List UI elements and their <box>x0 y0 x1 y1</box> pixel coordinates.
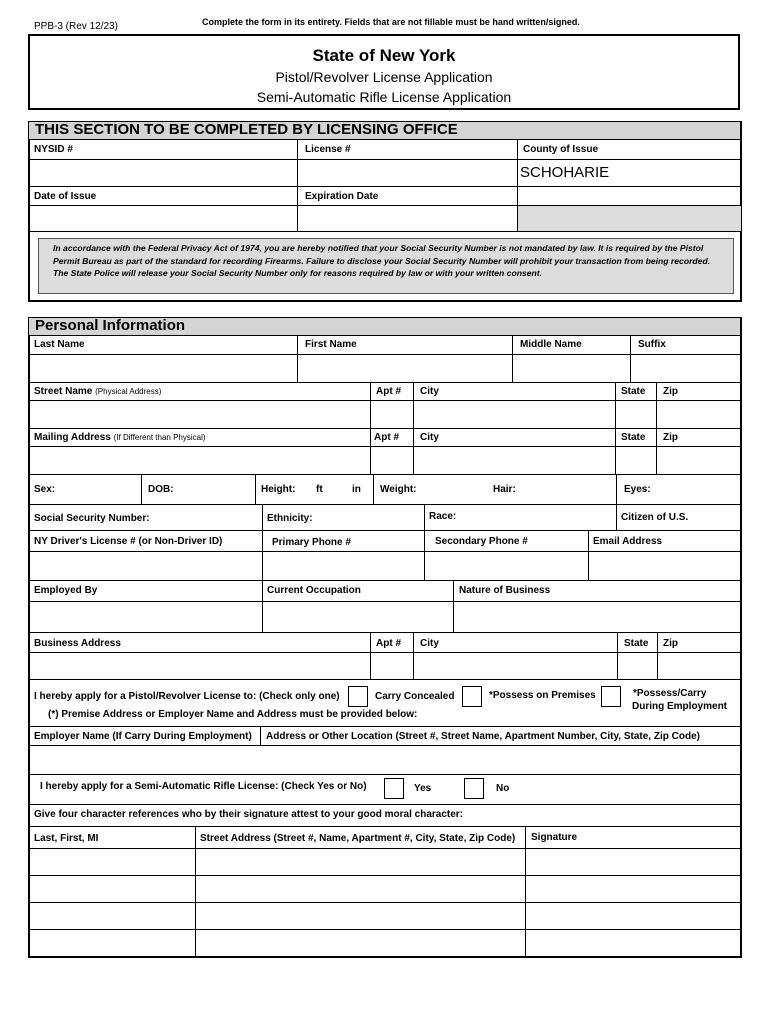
ethnicity-field[interactable] <box>320 506 420 528</box>
street-name-label: Street Name (Physical Address) <box>34 386 162 397</box>
business-city-label: City <box>420 638 439 649</box>
county-label: County of Issue <box>523 144 599 155</box>
eyes-field[interactable] <box>654 476 738 502</box>
possess-carry-employment-checkbox[interactable] <box>601 686 621 707</box>
height-in-field[interactable] <box>330 476 350 502</box>
references-intro: Give four character references who by their signature attest to your good moral character: <box>34 809 464 820</box>
nature-of-business-label: Nature of Business <box>459 585 551 596</box>
reference-signature-header: Signature <box>531 832 578 843</box>
ssn-field[interactable] <box>155 506 259 528</box>
mailing-address-label: Mailing Address (If Different than Physical) <box>34 432 206 443</box>
street-state-field[interactable] <box>616 401 655 427</box>
business-address-field[interactable] <box>30 653 369 678</box>
nysid-label: NYSID # <box>34 144 73 155</box>
secondary-phone-label: Secondary Phone # <box>435 536 528 547</box>
street-city-field[interactable] <box>414 401 614 427</box>
county-value[interactable]: SCHOHARIE <box>520 164 610 181</box>
mailing-zip-label: Zip <box>663 432 678 443</box>
possess-premises-label: *Possess on Premises <box>489 690 596 701</box>
reference-address-header: Street Address (Street #, Name, Apartment #, City, State, Zip Code) <box>200 833 516 844</box>
email-field[interactable] <box>589 552 740 579</box>
business-zip-field[interactable] <box>658 653 740 678</box>
drivers-license-label: NY Driver's License # (or Non-Driver ID) <box>34 536 223 547</box>
middle-name-label: Middle Name <box>520 339 582 350</box>
employer-name-label: Employer Name (If Carry During Employment) <box>34 731 252 742</box>
first-name-label: First Name <box>305 339 357 350</box>
privacy-text: In accordance with the Federal Privacy Act of 1974, you are hereby notified that your Social Security Number is not mandated by law. It is required by the Pistol Permit Bureau as part of the standard for recording Firearms. Failure to disclose your Social Security Number will prohibit your transaction from being recorded. The State Police will release your Social Security Number only for reasons required by law or with your written consent. <box>53 243 711 279</box>
primary-phone-field[interactable] <box>263 552 423 579</box>
form-subtitle-pistol: Pistol/Revolver License Application <box>275 69 493 85</box>
sex-field[interactable] <box>62 476 138 502</box>
dob-label: DOB: <box>148 484 174 495</box>
employed-by-field[interactable] <box>30 602 261 631</box>
reference-row-4[interactable] <box>30 930 740 955</box>
license-number-label: License # <box>305 144 351 155</box>
hair-label: Hair: <box>493 484 516 495</box>
employer-address-label: Address or Other Location (Street #, Street Name, Apartment Number, City, State, Zip Code) <box>266 731 700 742</box>
pistol-license-question: I hereby apply for a Pistol/Revolver License to: (Check only one) <box>34 691 340 702</box>
business-state-label: State <box>624 638 649 649</box>
employed-by-label: Employed By <box>34 585 98 596</box>
dob-field[interactable] <box>178 476 252 502</box>
employer-name-address-field[interactable] <box>30 746 740 773</box>
business-zip-label: Zip <box>663 638 678 649</box>
rifle-yes-label: Yes <box>414 783 432 794</box>
form-subtitle-rifle: Semi-Automatic Rifle License Application <box>256 89 512 105</box>
expiration-date-field[interactable] <box>298 206 516 231</box>
height-ft-field[interactable] <box>298 476 314 502</box>
privacy-notice <box>38 238 734 294</box>
height-label: Height: <box>261 484 296 495</box>
primary-phone-label: Primary Phone # <box>272 537 351 548</box>
rifle-no-checkbox[interactable] <box>464 778 484 799</box>
ssn-label: Social Security Number: <box>34 513 150 524</box>
height-ft-label: ft <box>316 484 323 495</box>
business-address-label: Business Address <box>34 638 121 649</box>
hair-field[interactable] <box>520 476 612 502</box>
email-label: Email Address <box>593 536 663 547</box>
form-id: PPB-3 (Rev 12/23) <box>34 21 118 32</box>
secondary-phone-field[interactable] <box>425 552 587 579</box>
eyes-label: Eyes: <box>624 484 651 495</box>
personal-heading: Personal Information <box>29 318 740 336</box>
mailing-city-label: City <box>420 432 439 443</box>
mailing-state-label: State <box>621 432 646 443</box>
race-field[interactable] <box>462 506 612 528</box>
form-instruction: Complete the form in its entirety. Fields that are not fillable must be hand written/signed. <box>202 17 580 27</box>
suffix-field[interactable] <box>631 355 740 381</box>
during-employment-label: During Employment <box>632 701 728 712</box>
expiration-shaded <box>518 206 741 231</box>
weight-field[interactable] <box>420 476 488 502</box>
rifle-license-question: I hereby apply for a Semi-Automatic Rifle License: (Check Yes or No) <box>40 781 367 792</box>
height-in-label: in <box>352 484 361 495</box>
reference-row-2[interactable] <box>30 876 740 901</box>
possess-carry-label: *Possess/Carry <box>633 688 707 699</box>
premise-note: (*) Premise Address or Employer Name and Address must be provided below: <box>48 709 418 720</box>
middle-name-field[interactable] <box>513 355 629 381</box>
rifle-no-label: No <box>496 783 510 794</box>
weight-label: Weight: <box>380 484 417 495</box>
first-name-field[interactable] <box>298 355 511 381</box>
mailing-city-field[interactable] <box>414 447 614 473</box>
sex-label: Sex: <box>34 484 56 495</box>
mailing-zip-field[interactable] <box>657 447 740 473</box>
street-apt-field[interactable] <box>371 401 412 427</box>
reference-row-3[interactable] <box>30 903 740 928</box>
mailing-apt-label: Apt # <box>374 432 399 443</box>
occupation-label: Current Occupation <box>267 585 361 596</box>
ethnicity-label: Ethnicity: <box>267 513 313 524</box>
expiration-date-label: Expiration Date <box>305 191 379 202</box>
street-state-label: State <box>621 386 646 397</box>
license-number-field[interactable] <box>298 160 516 185</box>
business-state-field[interactable] <box>618 653 656 678</box>
last-name-label: Last Name <box>34 339 85 350</box>
form-title: State of New York <box>312 46 456 65</box>
street-address-field[interactable] <box>30 401 369 427</box>
suffix-label: Suffix <box>638 339 666 350</box>
carry-concealed-label: Carry Concealed <box>375 691 455 702</box>
street-zip-label: Zip <box>663 386 678 397</box>
nature-of-business-field[interactable] <box>454 602 740 631</box>
street-apt-label: Apt # <box>376 386 401 397</box>
last-name-field[interactable] <box>30 355 296 381</box>
mailing-address-field[interactable] <box>30 447 369 473</box>
drivers-license-field[interactable] <box>30 552 261 579</box>
business-apt-field[interactable] <box>371 653 412 678</box>
reference-name-header: Last, First, MI <box>34 833 99 844</box>
mailing-apt-field[interactable] <box>371 447 412 473</box>
possess-premises-checkbox[interactable] <box>462 686 482 707</box>
date-of-issue-label: Date of Issue <box>34 191 97 202</box>
carry-concealed-checkbox[interactable] <box>348 686 368 707</box>
date-of-issue-field[interactable] <box>30 206 296 231</box>
reference-row-1[interactable] <box>30 849 740 874</box>
business-apt-label: Apt # <box>376 638 401 649</box>
occupation-field[interactable] <box>263 602 452 631</box>
licensing-heading: THIS SECTION TO BE COMPLETED BY LICENSING OFFICE <box>29 122 740 140</box>
business-city-field[interactable] <box>414 653 616 678</box>
citizen-label: Citizen of U.S. <box>621 512 689 523</box>
nysid-field[interactable] <box>30 160 296 185</box>
mailing-state-field[interactable] <box>616 447 655 473</box>
race-label: Race: <box>429 511 457 522</box>
street-city-label: City <box>420 386 439 397</box>
street-zip-field[interactable] <box>657 401 740 427</box>
rifle-yes-checkbox[interactable] <box>384 778 404 799</box>
